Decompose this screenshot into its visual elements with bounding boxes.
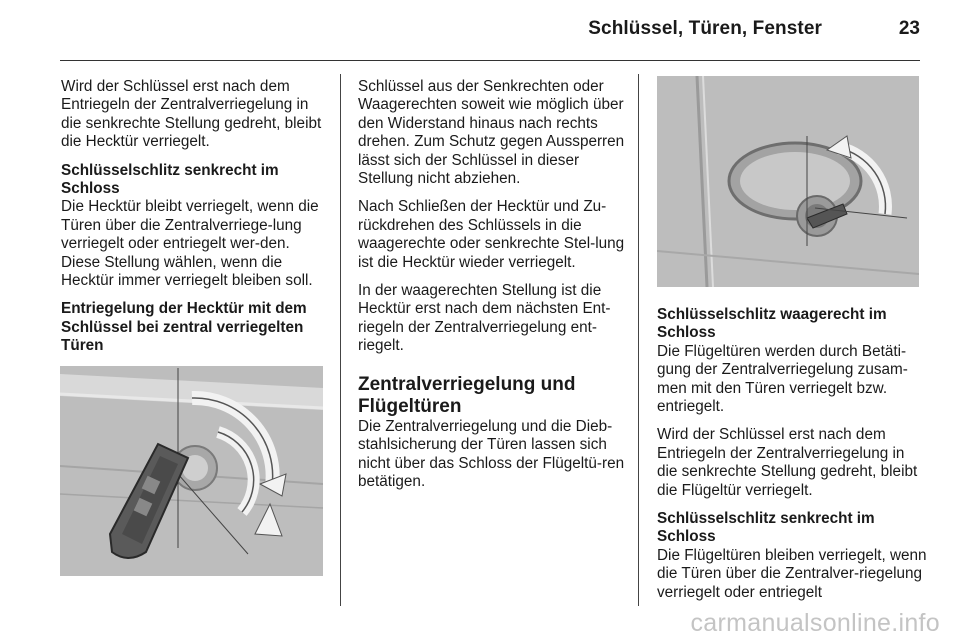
- paragraph: Die Flügeltüren bleiben verriegelt, wenn die Türen über die Zentralver-riegelung verriegelt oder entriegelt: [657, 546, 927, 601]
- section-heading: Entriegelung der Hecktür mit dem Schlüssel bei zentral verriegelten Türen: [61, 300, 307, 355]
- watermark: carmanualsonline.info: [690, 609, 940, 637]
- header-rule: [60, 60, 920, 61]
- rear-door-lock-illustration: [60, 366, 323, 576]
- column-divider: [638, 74, 639, 606]
- paragraph: In der waagerechten Stellung ist die Hecktür erst nach dem nächsten Ent-riegeln der Zentralverriegelung ent-riegelt.: [358, 282, 611, 355]
- paragraph: Die Zentralverriegelung und die Dieb-stahlsicherung der Türen lassen sich nicht über das Schloss der Flügeltü-ren betätigen.: [358, 417, 625, 490]
- right-column: [657, 306, 927, 612]
- page-header-title: Schlüssel, Türen, Fenster: [588, 18, 822, 39]
- wing-door-lock-illustration: [657, 76, 919, 287]
- left-column: [61, 78, 331, 356]
- paragraph: Schlüssel aus der Senkrechten oder Waagerechten soweit wie möglich über den Widerstand hinaus nach rechts drehen. Zum Schutz gegen Aussperren lässt sich der Schlüssel in dieser Stellung nicht abziehen.: [358, 78, 625, 188]
- page-number: 23: [898, 18, 920, 39]
- paragraph: Nach Schließen der Hecktür und Zu-rückdrehen des Schlüssels in die waagerechte oder senkrechte Stel-lung ist die Hecktür wieder verriegelt.: [358, 198, 625, 271]
- column-divider: [340, 74, 341, 606]
- section-title: Zentralverriegelung und Flügeltüren: [358, 373, 576, 417]
- paragraph: Wird der Schlüssel erst nach dem Entriegeln der Zentralverriegelung in die senkrechte Stellung gedreht, bleibt die Hecktür verriegelt.: [61, 78, 322, 151]
- paragraph: Die Hecktür bleibt verriegelt, wenn die Türen über die Zentralverriege-lung verriegelt oder entriegelt wer-den. Diese Stellung wählen, wenn die Hecktür immer verriegelt bleiben soll.: [61, 198, 319, 290]
- section-heading: Schlüsselschlitz senkrecht im Schloss: [657, 510, 875, 546]
- section-heading: Schlüsselschlitz waagerecht im Schloss: [657, 306, 887, 342]
- section-heading: Schlüsselschlitz senkrecht im Schloss: [61, 161, 279, 198]
- paragraph: Die Flügeltüren werden durch Betäti-gung der Zentralverriegelung zusam-men mit den Türen verriegelt bzw. entriegelt.: [657, 342, 908, 416]
- middle-column: [358, 78, 626, 501]
- paragraph: Wird der Schlüssel erst nach dem Entriegeln der Zentralverriegelung in die senkrechte Stellung gedreht, bleibt die Flügeltür verriegelt.: [657, 426, 918, 499]
